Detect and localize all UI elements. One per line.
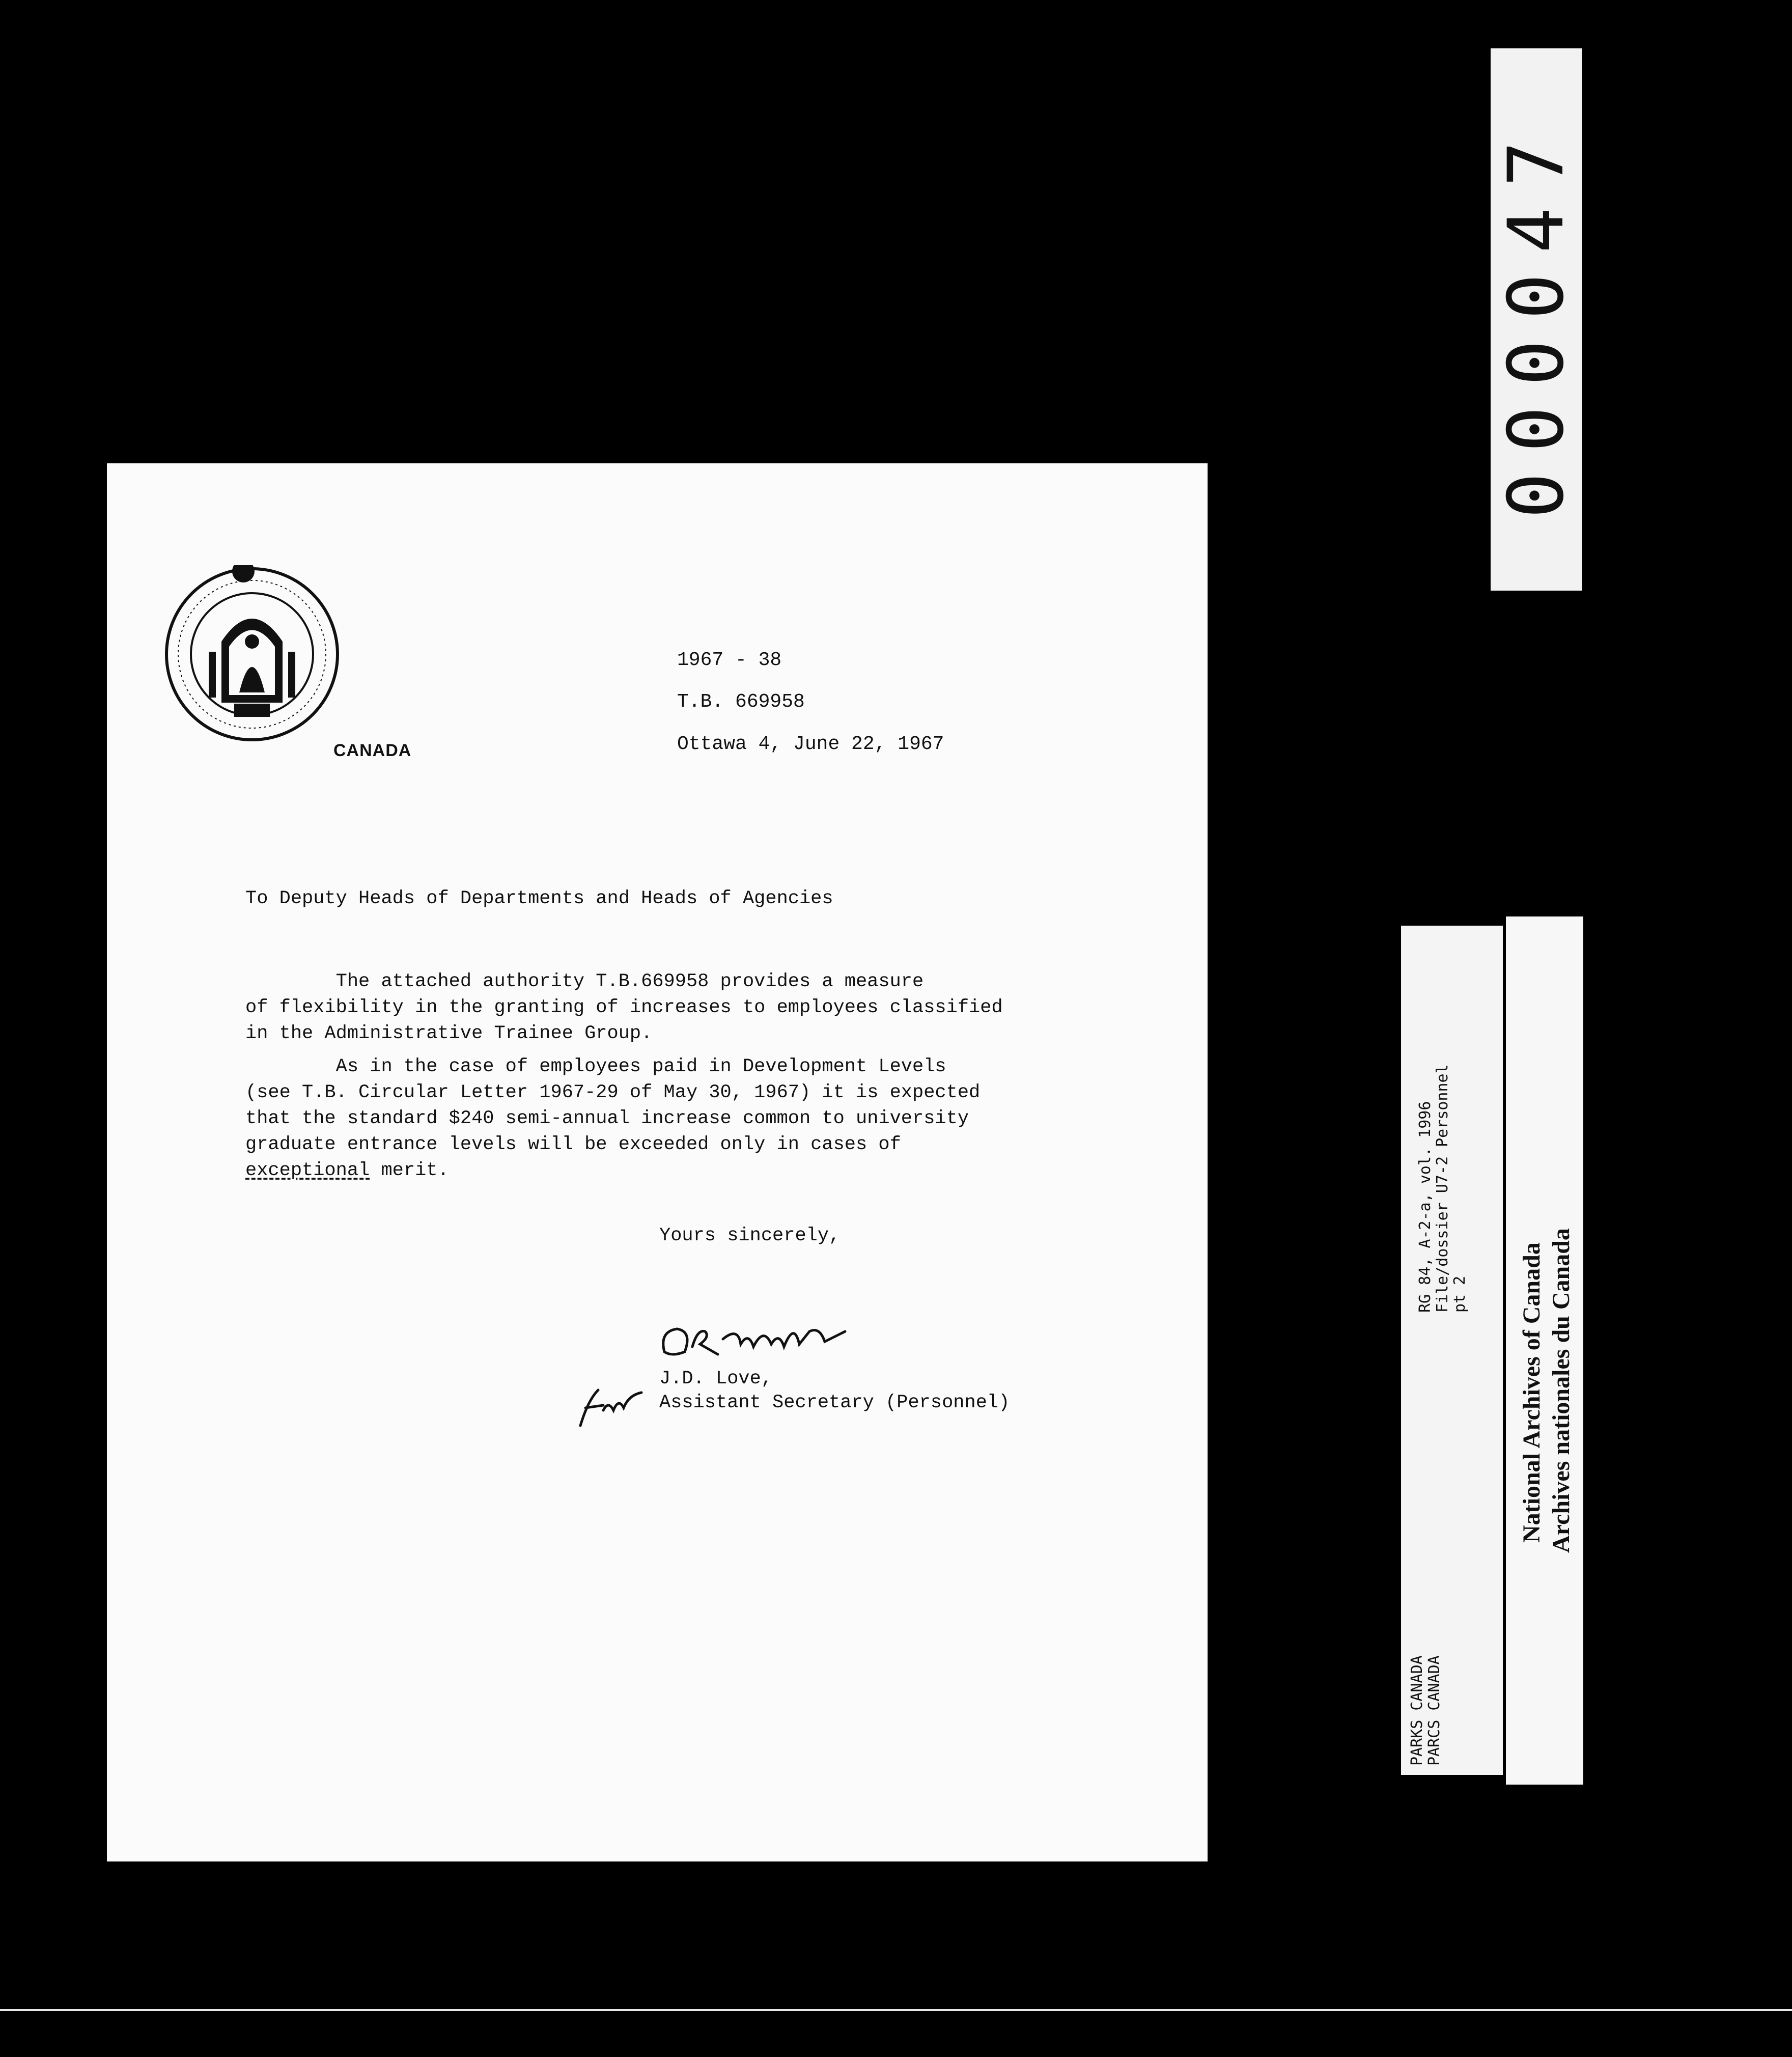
archive-ref-line-1: RG 84, A-2-a, vol. 1996 — [1416, 1101, 1434, 1313]
archives-name-fr: Archives nationales du Canada — [1548, 1228, 1575, 1553]
archive-ref-line-3: pt 2 — [1451, 1275, 1469, 1313]
paragraph-line: The attached authority T.B.669958 provides a measure — [245, 971, 924, 992]
paragraph-line: that the standard $240 semi-annual increase common to university — [245, 1108, 969, 1129]
paragraph-line: of flexibility in the granting of increases to employees classified — [245, 997, 1003, 1018]
parks-canada-fr: PARCS CANADA — [1425, 1655, 1443, 1766]
paragraph-line: As in the case of employees paid in Development Levels — [245, 1056, 946, 1077]
paragraph-1 — [245, 969, 1003, 1047]
paragraph-line-rest: merit. — [370, 1160, 449, 1181]
archives-name-en: National Archives of Canada — [1518, 1242, 1545, 1543]
place-date: Ottawa 4, June 22, 1967 — [677, 733, 944, 755]
national-archives-label — [1506, 916, 1583, 1785]
treasury-board-seal-logo — [163, 565, 341, 743]
closing: Yours sincerely, — [659, 1225, 841, 1246]
paragraph-line: graduate entrance levels will be exceeded only in cases of — [245, 1134, 901, 1155]
parks-canada-en: PARKS CANADA — [1408, 1655, 1426, 1766]
paragraph-line: in the Administrative Trainee Group. — [245, 1023, 653, 1044]
tb-number: T.B. 669958 — [677, 691, 805, 713]
film-frame-number: 000047 — [1492, 120, 1581, 519]
letterhead-country: CANADA — [333, 741, 412, 760]
paragraph-line — [245, 1158, 980, 1184]
signer-title: Assistant Secretary (Personnel) — [659, 1392, 1010, 1413]
paragraph-line: (see T.B. Circular Letter 1967-29 of May 30, 1967) it is expected — [245, 1082, 981, 1103]
signer-name: J.D. Love, — [659, 1368, 773, 1389]
paragraph-2 — [245, 1054, 980, 1184]
archive-ref-line-2: File/dossier U7-2 Personnel — [1434, 1064, 1451, 1313]
archive-reference-label — [1401, 926, 1503, 1775]
film-frame-number-strip — [1491, 48, 1582, 591]
circular-number: 1967 - 38 — [677, 649, 782, 671]
addressee: To Deputy Heads of Departments and Heads of Agencies — [245, 888, 833, 909]
bottom-divider — [0, 2009, 1792, 2011]
emphasis-underlined: exceptional — [245, 1160, 370, 1181]
handwritten-signature — [657, 1316, 850, 1362]
handwritten-initials — [575, 1380, 647, 1431]
